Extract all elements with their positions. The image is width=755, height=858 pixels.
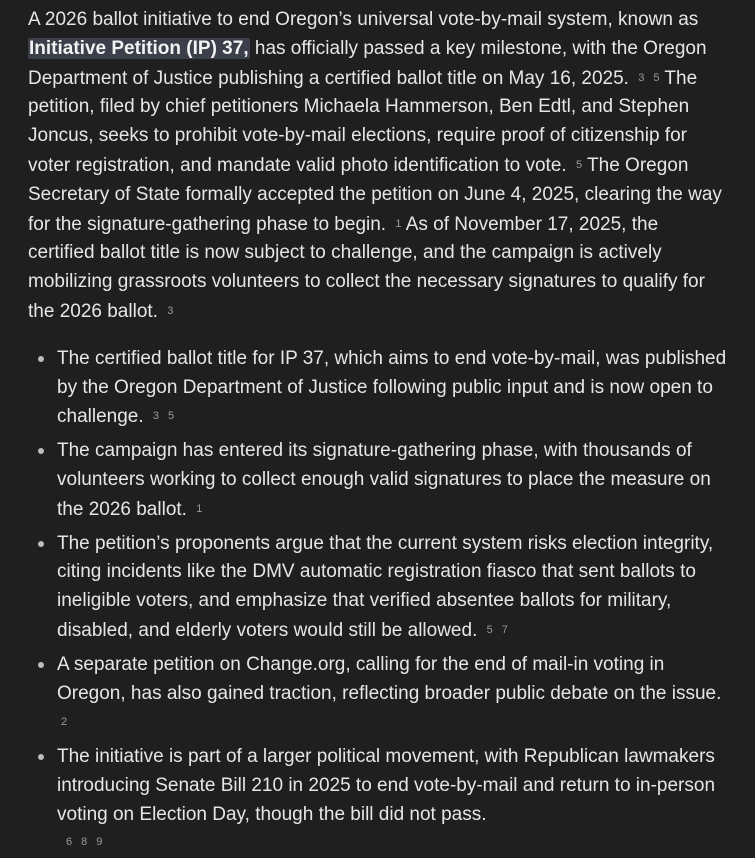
list-item: [28, 530, 728, 646]
citation-link[interactable]: 9: [96, 835, 103, 848]
citation-link[interactable]: 7: [501, 623, 508, 636]
bullet-dot-icon: [38, 754, 44, 760]
intro-paragraph: [28, 6, 728, 327]
sentence-1-pre: A 2026 ballot initiative to end Oregon’s universal vote-by-mail system, known as: [28, 9, 699, 30]
sentence-1-post: has officially passed a key milestone, with the Oregon Department of Justice publishing a certified ballot title on May 16, 2025.: [28, 37, 707, 89]
bullet-dot-icon: [38, 541, 44, 547]
citation-link[interactable]: 5: [168, 410, 175, 423]
list-item-text: The petition’s proponents argue that the current system risks election integrity, citing incidents like the DMV automatic registration fiasco that sent ballots to ineligible voters, and emphasize that verified absentee ballots for military, disabled, and elderly voters would still be allowed.: [57, 532, 714, 641]
citation-link[interactable]: 6: [66, 835, 73, 848]
list-item: [28, 345, 728, 432]
list-item-text: The campaign has entered its signature-gathering phase, with thousands of volunteers working to collect enough valid signatures to place the measure on the 2026 ballot.: [57, 440, 711, 520]
list-item-text: A separate petition on Change.org, calling for the end of mail-in voting in Oregon, has also gained traction, reflecting broader public debate on the issue.: [57, 653, 722, 704]
citation-link[interactable]: 5: [653, 71, 660, 84]
highlighted-term[interactable]: Initiative Petition (IP) 37,: [29, 37, 249, 59]
citation-link[interactable]: 2: [61, 716, 68, 729]
summary-bullet-list: [28, 345, 728, 853]
citation-link[interactable]: 3: [638, 71, 645, 84]
citation-link[interactable]: 1: [196, 502, 203, 515]
sentence-2: The petition, filed by chief petitioners Michaela Hammerson, Ben Edtl, and Stephen Joncus, seeks to prohibit vote-by-mail elections, require proof of citizenship for voter registration, and mandate valid photo identification to vote.: [28, 67, 698, 176]
answer-content: [28, 6, 728, 858]
bullet-dot-icon: [38, 356, 44, 362]
citation-link[interactable]: 3: [167, 304, 174, 317]
citation-link[interactable]: 3: [152, 410, 160, 423]
citation-link[interactable]: 8: [81, 835, 88, 848]
bullet-dot-icon: [38, 448, 44, 454]
list-item: [28, 743, 728, 852]
citation-link[interactable]: 5: [486, 623, 493, 636]
list-item: [28, 437, 728, 524]
list-item: [28, 651, 728, 738]
citation-link[interactable]: 1: [395, 217, 402, 230]
sentence-4: As of November 17, 2025, the certified ballot title is now subject to challenge, and the campaign is actively mobilizing grassroots volunteers to collect the necessary signatures to qualify for the 2026 ballot.: [28, 213, 705, 322]
list-item-text: The certified ballot title for IP 37, which aims to end vote-by-mail, was published by the Oregon Department of Justice following public input and is now open to challenge.: [57, 347, 727, 428]
sentence-3: The Oregon Secretary of State formally accepted the petition on June 4, 2025, clearing the way for the signature-gathering phase to begin.: [28, 154, 722, 235]
bullet-dot-icon: [38, 662, 44, 668]
citation-link[interactable]: 5: [575, 158, 583, 171]
list-item-text: The initiative is part of a larger political movement, with Republican lawmakers introducing Senate Bill 210 in 2025 to end vote-by-mail and return to in-person voting on Election Day, though the bill did not pass.: [57, 746, 716, 825]
citation-row: [57, 832, 728, 853]
